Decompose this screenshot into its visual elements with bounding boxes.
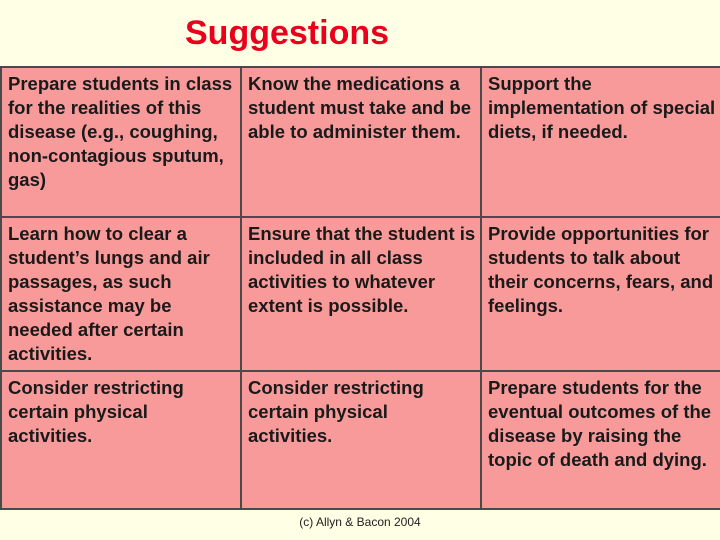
table-cell: Know the medications a student must take and be able to administer them. — [241, 67, 481, 217]
table-cell: Provide opportunities for students to talk about their concerns, fears, and feelings. — [481, 217, 720, 371]
table-cell: Ensure that the student is included in all class activities to whatever extent is possible. — [241, 217, 481, 371]
table-cell: Consider restricting certain physical activities. — [241, 371, 481, 509]
table-cell: Prepare students for the eventual outcomes of the disease by raising the topic of death and dying. — [481, 371, 720, 509]
table-cell: Learn how to clear a student’s lungs and air passages, as such assistance may be needed after certain activities. — [1, 217, 241, 371]
table-cell: Prepare students in class for the realities of this disease (e.g., coughing, non-contagious sputum, gas) — [1, 67, 241, 217]
table-row — [1, 217, 720, 371]
page-title: Suggestions — [185, 14, 390, 52]
table-cell: Support the implementation of special diets, if needed. — [481, 67, 720, 217]
suggestions-table — [0, 66, 720, 510]
table-cell: Consider restricting certain physical activities. — [1, 371, 241, 509]
copyright-footer: (c) Allyn & Bacon 2004 — [299, 515, 421, 529]
table-row — [1, 67, 720, 217]
table-row — [1, 371, 720, 509]
